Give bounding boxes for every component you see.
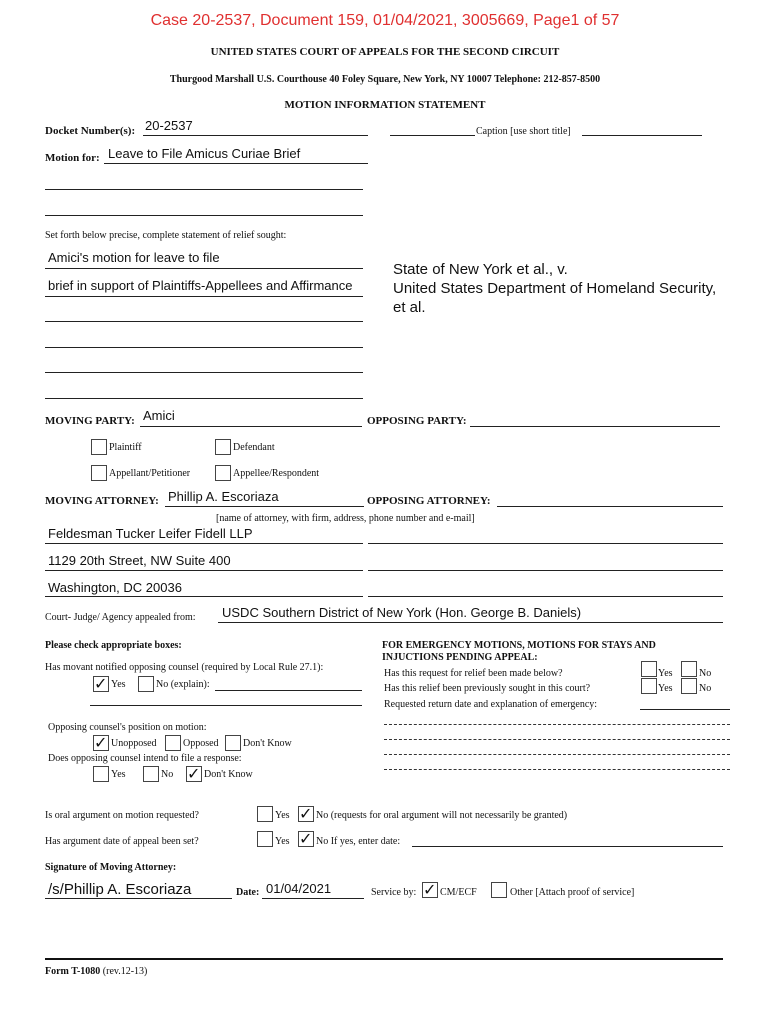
checkmark-icon: ✓ bbox=[423, 880, 437, 899]
caption-label: Caption [use short title] bbox=[476, 126, 571, 137]
q1-no-label: No bbox=[699, 668, 712, 679]
notified-question: Has movant notified opposing counsel (required by Local Rule 27.1): bbox=[45, 662, 324, 673]
signature-line bbox=[45, 898, 232, 899]
q2-no-label: No bbox=[699, 683, 712, 694]
plaintiff-checkbox[interactable] bbox=[91, 439, 107, 455]
moving-attorney-line bbox=[165, 506, 364, 507]
intend-no-label: No bbox=[161, 769, 174, 780]
relief-line-2[interactable]: brief in support of Plaintiffs-Appellees and Affirmance bbox=[48, 278, 353, 293]
plaintiff-label: Plaintiff bbox=[109, 442, 142, 453]
argument-yes-label: Yes bbox=[275, 836, 290, 847]
moving-attorney-label: MOVING ATTORNEY: bbox=[45, 495, 159, 507]
attorney-city[interactable]: Washington, DC 20036 bbox=[48, 580, 182, 595]
notified-no-label: No (explain): bbox=[156, 679, 210, 690]
attorney-note: [name of attorney, with firm, address, phone number and e-mail] bbox=[216, 513, 475, 524]
court-appealed-value[interactable]: USDC Southern District of New York (Hon. George B. Daniels) bbox=[222, 605, 582, 620]
opposed-label: Opposed bbox=[183, 738, 219, 749]
q2-no-checkbox[interactable] bbox=[681, 678, 697, 694]
intend-yes-checkbox[interactable] bbox=[93, 766, 109, 782]
unopposed-label: Unopposed bbox=[111, 738, 157, 749]
checkmark-icon: ✓ bbox=[94, 674, 108, 693]
appellee-label: Appellee/Respondent bbox=[233, 468, 320, 479]
emergency-heading-1: FOR EMERGENCY MOTIONS, MOTIONS FOR STAYS AND bbox=[382, 640, 656, 651]
caption-line-1[interactable]: State of New York et al., v. bbox=[393, 261, 568, 278]
oral-yes-checkbox[interactable] bbox=[257, 806, 273, 822]
emergency-q1: Has this request for relief been made below? bbox=[384, 668, 563, 679]
other-service-checkbox[interactable] bbox=[491, 882, 507, 898]
form-id: Form T-1080 bbox=[45, 966, 101, 977]
position-dont-know-checkbox[interactable] bbox=[225, 735, 241, 751]
argument-yes-checkbox[interactable] bbox=[257, 831, 273, 847]
emergency-line-1 bbox=[384, 724, 730, 725]
defendant-label: Defendant bbox=[233, 442, 275, 453]
court-appealed-line bbox=[218, 622, 723, 623]
relief-rule-3 bbox=[45, 321, 363, 322]
explain-line-2 bbox=[90, 705, 362, 706]
court-address: Thurgood Marshall U.S. Courthouse 40 Foley Square, New York, NY 10007 Telephone: 212-857-8500 bbox=[169, 74, 601, 85]
caption-line-right bbox=[582, 135, 702, 136]
emergency-line-2 bbox=[384, 739, 730, 740]
attorney-firm[interactable]: Feldesman Tucker Leifer Fidell LLP bbox=[48, 526, 253, 541]
q2-yes-label: Yes bbox=[658, 683, 673, 694]
caption-line-left bbox=[390, 135, 475, 136]
opposing-party-line bbox=[470, 426, 720, 427]
date-label: Date: bbox=[236, 887, 260, 898]
defendant-checkbox[interactable] bbox=[215, 439, 231, 455]
appellant-checkbox[interactable] bbox=[91, 465, 107, 481]
emergency-q3: Requested return date and explanation of emergency: bbox=[384, 699, 598, 710]
argument-date-question: Has argument date of appeal been set? bbox=[45, 836, 199, 847]
motion-extra-line-2 bbox=[45, 215, 363, 216]
q2-yes-checkbox[interactable] bbox=[641, 678, 657, 694]
signature-label: Signature of Moving Attorney: bbox=[45, 862, 177, 873]
opposing-attorney-label: OPPOSING ATTORNEY: bbox=[367, 495, 491, 507]
date-value[interactable]: 01/04/2021 bbox=[266, 881, 332, 896]
oral-no-label: No (requests for oral argument will not necessarily be granted) bbox=[316, 810, 568, 821]
checkmark-icon: ✓ bbox=[187, 764, 201, 783]
emergency-date-line bbox=[640, 709, 730, 710]
form-title: MOTION INFORMATION STATEMENT bbox=[284, 99, 486, 111]
opp-firm-line bbox=[368, 543, 723, 544]
footer-rule bbox=[45, 958, 723, 960]
emergency-line-3 bbox=[384, 754, 730, 755]
q1-no-checkbox[interactable] bbox=[681, 661, 697, 677]
opposing-party-label: OPPOSING PARTY: bbox=[367, 415, 467, 427]
moving-party-line bbox=[140, 426, 362, 427]
moving-attorney-value[interactable]: Phillip A. Escoriaza bbox=[168, 489, 279, 504]
oral-yes-label: Yes bbox=[275, 810, 290, 821]
signature-value[interactable]: /s/Phillip A. Escoriaza bbox=[48, 881, 192, 898]
firm-line bbox=[45, 543, 363, 544]
oral-question: Is oral argument on motion requested? bbox=[45, 810, 199, 821]
moving-party-value[interactable]: Amici bbox=[143, 408, 175, 423]
intend-yes-label: Yes bbox=[111, 769, 126, 780]
checkmark-icon: ✓ bbox=[299, 829, 313, 848]
street-line bbox=[45, 570, 363, 571]
motion-extra-line-1 bbox=[45, 189, 363, 190]
opp-street-line bbox=[368, 570, 723, 571]
relief-rule-2 bbox=[45, 296, 363, 297]
moving-party-label: MOVING PARTY: bbox=[45, 415, 135, 427]
notified-no-checkbox[interactable] bbox=[138, 676, 154, 692]
document-banner: Case 20-2537, Document 159, 01/04/2021, 3005669, Page1 of 57 bbox=[150, 12, 620, 29]
relief-label: Set forth below precise, complete statement of relief sought: bbox=[45, 230, 287, 241]
opposed-checkbox[interactable] bbox=[165, 735, 181, 751]
emergency-heading-2: INJUCTIONS PENDING APPEAL: bbox=[382, 652, 538, 663]
relief-rule-1 bbox=[45, 268, 363, 269]
intend-question: Does opposing counsel intend to file a response: bbox=[48, 753, 242, 764]
check-boxes-heading: Please check appropriate boxes: bbox=[45, 640, 182, 651]
relief-rule-6 bbox=[45, 398, 363, 399]
date-line bbox=[262, 898, 364, 899]
emergency-q2: Has this relief been previously sought in this court? bbox=[384, 683, 591, 694]
city-line bbox=[45, 596, 363, 597]
position-dont-know-label: Don't Know bbox=[243, 738, 292, 749]
form-revision: (rev.12-13) bbox=[102, 966, 148, 977]
explain-line bbox=[215, 690, 362, 691]
caption-line-2[interactable]: United States Department of Homeland Security, bbox=[393, 280, 717, 297]
q1-yes-checkbox[interactable] bbox=[641, 661, 657, 677]
relief-rule-4 bbox=[45, 347, 363, 348]
attorney-street[interactable]: 1129 20th Street, NW Suite 400 bbox=[48, 553, 231, 568]
docket-line bbox=[143, 135, 368, 136]
position-question: Opposing counsel's position on motion: bbox=[48, 722, 207, 733]
service-label: Service by: bbox=[371, 887, 417, 898]
argument-date-line bbox=[412, 846, 723, 847]
checkmark-icon: ✓ bbox=[94, 733, 108, 752]
docket-label: Docket Number(s): bbox=[45, 125, 136, 137]
notified-yes-label: Yes bbox=[111, 679, 126, 690]
opposing-attorney-line bbox=[497, 506, 723, 507]
appellee-checkbox[interactable] bbox=[215, 465, 231, 481]
motion-value[interactable]: Leave to File Amicus Curiae Brief bbox=[108, 146, 301, 161]
other-service-label: Other [Attach proof of service] bbox=[510, 887, 635, 898]
appellant-label: Appellant/Petitioner bbox=[109, 468, 191, 479]
court-appealed-label: Court- Judge/ Agency appealed from: bbox=[45, 612, 196, 623]
court-name: UNITED STATES COURT OF APPEALS FOR THE SECOND CIRCUIT bbox=[210, 46, 560, 58]
argument-no-label: No If yes, enter date: bbox=[316, 836, 401, 847]
motion-line bbox=[104, 163, 368, 164]
emergency-line-4 bbox=[384, 769, 730, 770]
caption-line-3[interactable]: et al. bbox=[393, 299, 426, 316]
relief-rule-5 bbox=[45, 372, 363, 373]
motion-label: Motion for: bbox=[45, 152, 100, 164]
cmecf-label: CM/ECF bbox=[440, 887, 477, 898]
docket-number[interactable]: 20-2537 bbox=[145, 118, 193, 133]
relief-line-1[interactable]: Amici's motion for leave to file bbox=[48, 250, 220, 265]
intend-no-checkbox[interactable] bbox=[143, 766, 159, 782]
opp-city-line bbox=[368, 596, 723, 597]
checkmark-icon: ✓ bbox=[299, 804, 313, 823]
q1-yes-label: Yes bbox=[658, 668, 673, 679]
intend-dont-know-label: Don't Know bbox=[204, 769, 253, 780]
